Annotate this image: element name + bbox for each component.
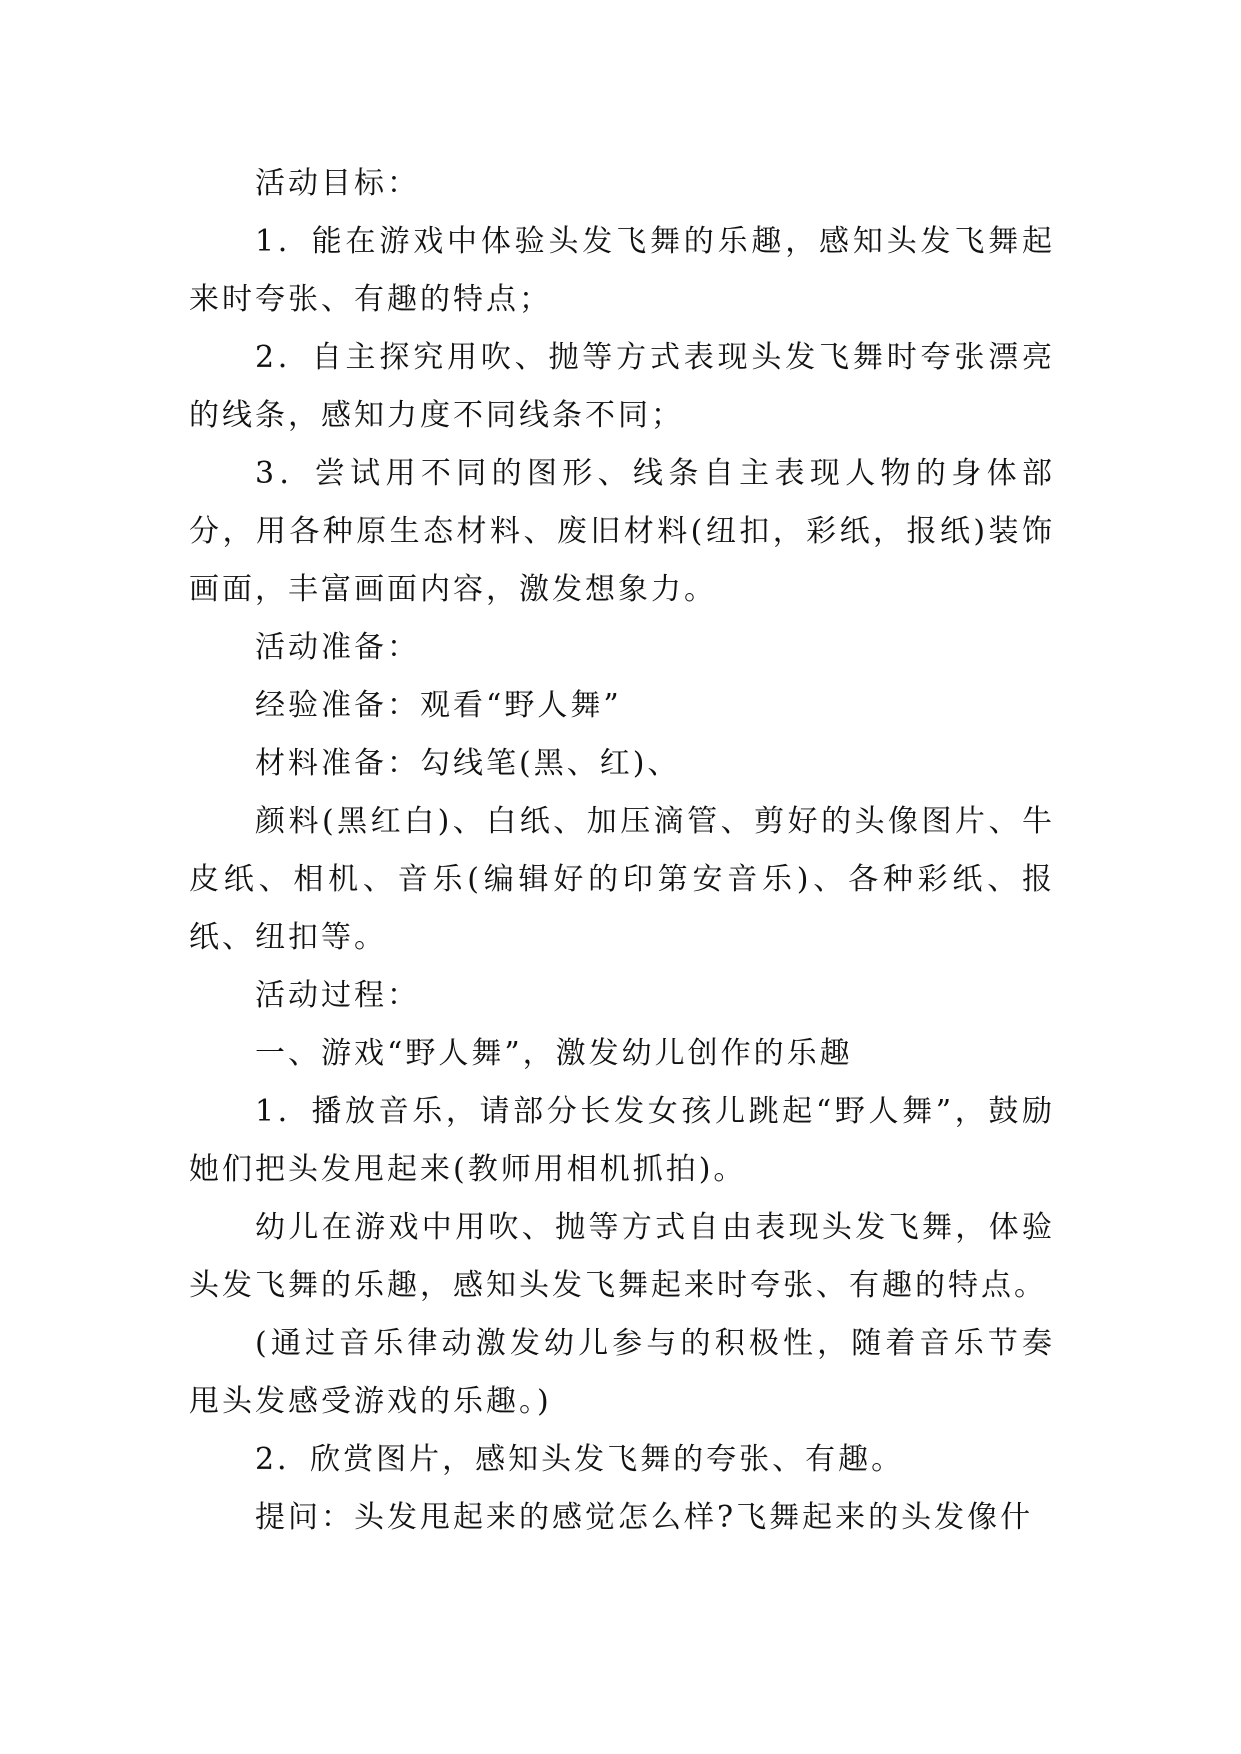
- process-step-2-question: 提问：头发甩起来的感觉怎么样?飞舞起来的头发像什: [255, 1500, 1034, 1535]
- material-preparation: 材料准备：勾线笔(黑、红)、: [255, 746, 681, 781]
- heading-activity-preparation: 活动准备：: [255, 630, 420, 665]
- heading-activity-process: 活动过程：: [255, 978, 420, 1013]
- process-step-1-note: (通过音乐律动激发幼儿参与的积极性，随着音乐节奏甩头发感受游戏的乐趣。): [189, 1326, 1055, 1419]
- heading-activity-goals: 活动目标：: [255, 166, 420, 201]
- process-section-1-title: 一、游戏“野人舞”，激发幼儿创作的乐趣: [255, 1036, 853, 1071]
- experience-preparation: 经验准备：观看“野人舞”: [255, 688, 622, 723]
- document-body: [189, 155, 1055, 1547]
- goal-item-3: 3．尝试用不同的图形、线条自主表现人物的身体部分，用各种原生态材料、废旧材料(纽扣，彩纸，报纸)装饰画面，丰富画面内容，激发想象力。: [189, 456, 1055, 607]
- goal-item-2: 2．自主探究用吹、抛等方式表现头发飞舞时夸张漂亮的线条，感知力度不同线条不同；: [189, 340, 1055, 433]
- process-step-2: 2．欣赏图片，感知头发飞舞的夸张、有趣。: [255, 1442, 905, 1477]
- process-step-1: 1．播放音乐，请部分长发女孩儿跳起“野人舞”，鼓励她们把头发甩起来(教师用相机抓拍)。: [189, 1094, 1055, 1187]
- goal-item-1: 1．能在游戏中体验头发飞舞的乐趣，感知头发飞舞起来时夸张、有趣的特点；: [189, 224, 1055, 317]
- process-step-1-detail: 幼儿在游戏中用吹、抛等方式自由表现头发飞舞，体验头发飞舞的乐趣，感知头发飞舞起来时夸张、有趣的特点。: [189, 1210, 1055, 1303]
- material-list: 颜料(黑红白)、白纸、加压滴管、剪好的头像图片、牛皮纸、相机、音乐(编辑好的印第安音乐)、各种彩纸、报纸、纽扣等。: [189, 804, 1055, 955]
